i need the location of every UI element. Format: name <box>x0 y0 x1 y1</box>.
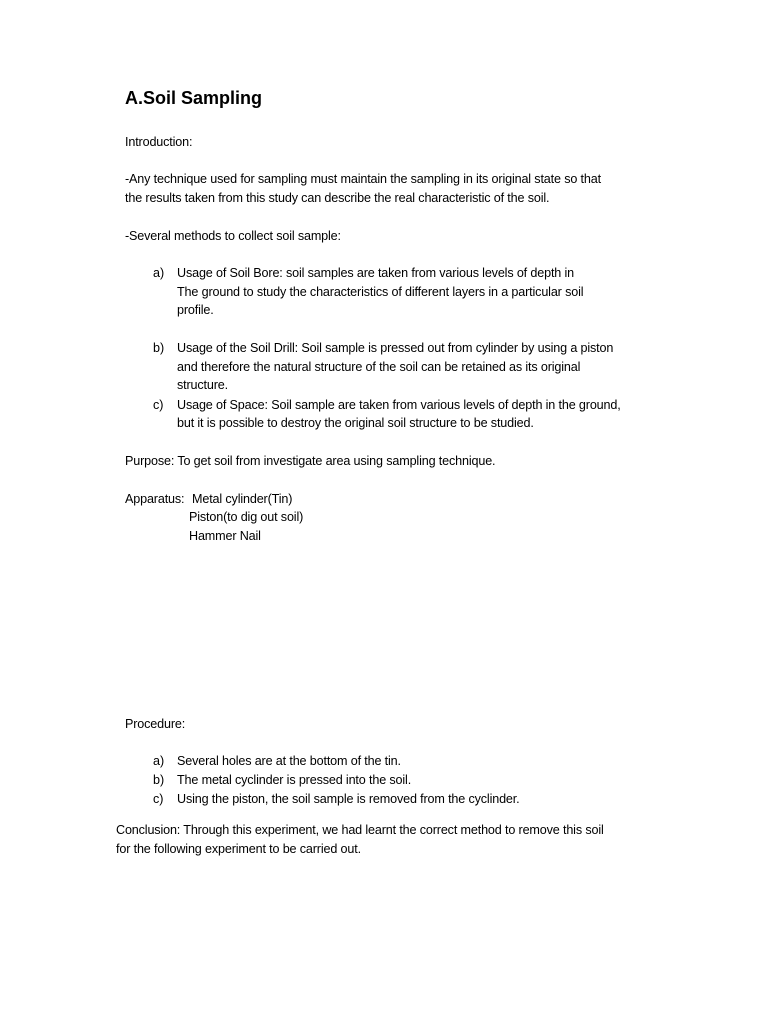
apparatus-item: Metal cylinder(Tin) <box>192 492 293 506</box>
apparatus-item: Piston(to dig out soil) <box>189 510 304 524</box>
method-line: but it is possible to destroy the original soil structure to be studied. <box>177 416 534 430</box>
method-marker: c) <box>153 398 164 412</box>
method-line: The ground to study the characteristics of different layers in a particular soil <box>177 285 584 299</box>
purpose-text: Purpose: To get soil from investigate area using sampling technique. <box>125 454 496 468</box>
apparatus-label: Apparatus: <box>125 492 185 506</box>
procedure-step: The metal cyclinder is pressed into the soil. <box>177 773 412 787</box>
intro-paragraph-line: the results taken from this study can describe the real characteristic of the soil. <box>125 191 550 205</box>
procedure-heading: Procedure: <box>125 717 186 731</box>
method-line: structure. <box>177 378 228 392</box>
method-line: Usage of the Soil Drill: Soil sample is pressed out from cylinder by using a piston <box>177 341 614 355</box>
conclusion-line: Conclusion: Through this experiment, we had learnt the correct method to remove this soil <box>116 823 604 837</box>
method-line: Usage of Space: Soil sample are taken from various levels of depth in the ground, <box>177 398 621 412</box>
methods-intro: -Several methods to collect soil sample: <box>125 229 341 243</box>
intro-paragraph-line: -Any technique used for sampling must maintain the sampling in its original state so that <box>125 172 601 186</box>
procedure-marker: a) <box>153 754 165 768</box>
introduction-heading: Introduction: <box>125 135 193 149</box>
document-title: A.Soil Sampling <box>125 88 263 108</box>
procedure-marker: c) <box>153 792 164 806</box>
procedure-step: Several holes are at the bottom of the tin. <box>177 754 401 768</box>
method-line: and therefore the natural structure of the soil can be retained as its original <box>177 360 581 374</box>
method-line: Usage of Soil Bore: soil samples are taken from various levels of depth in <box>177 266 574 280</box>
method-marker: a) <box>153 266 165 280</box>
conclusion-line: for the following experiment to be carried out. <box>116 842 361 856</box>
procedure-marker: b) <box>153 773 165 787</box>
method-marker: b) <box>153 341 165 355</box>
procedure-step: Using the piston, the soil sample is removed from the cyclinder. <box>177 792 520 806</box>
apparatus-item: Hammer Nail <box>189 529 261 543</box>
method-line: profile. <box>177 303 214 317</box>
